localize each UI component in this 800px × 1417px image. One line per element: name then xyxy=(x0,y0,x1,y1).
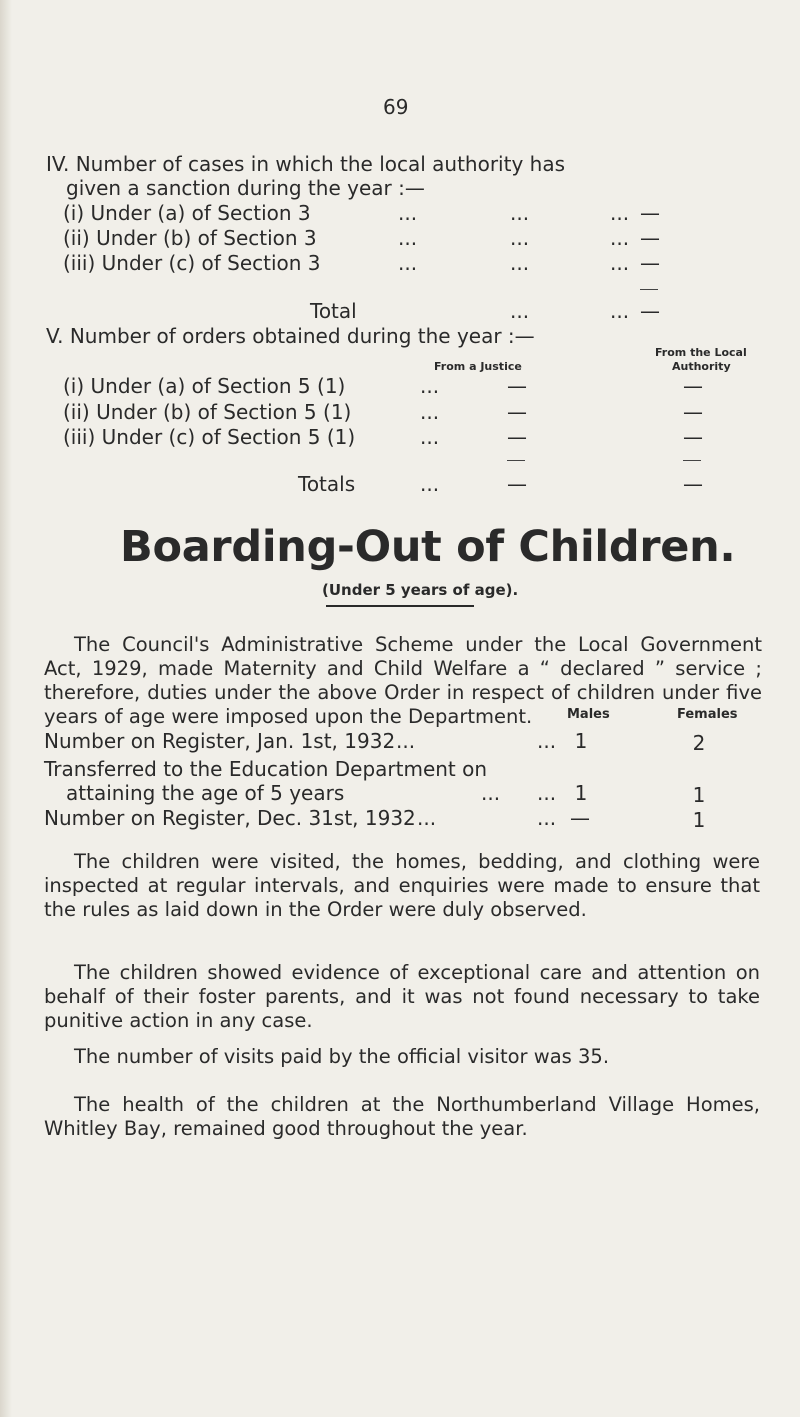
section-v-heading: V. Number of orders obtained during the year :— xyxy=(46,324,535,348)
section-v-totals-label: Totals xyxy=(298,472,356,496)
body-paragraph: The children were visited, the homes, bedding, and clothing were inspected at regular intervals, and enquiries were made to ensure that the rules as laid down in the Order were duly observed. xyxy=(44,850,760,921)
stats-males-value: — xyxy=(570,806,590,830)
subheading-underline xyxy=(326,605,474,607)
section-iv-heading: IV. Number of cases in which the local authority has xyxy=(46,152,566,176)
total-rule xyxy=(640,289,658,290)
body-paragraph: The number of visits paid by the official visitor was 35. xyxy=(74,1045,610,1068)
stats-females-value: 2 xyxy=(692,731,706,755)
dot-leader: ... xyxy=(417,806,437,830)
body-paragraph: The health of the children at the Northumberland Village Homes, Whitley Bay, remained good throughout the year. xyxy=(44,1093,760,1140)
dot-leader: ... xyxy=(398,226,418,250)
stats-row-label: Transferred to the Education Department on xyxy=(44,757,488,781)
section-iv-total-label: Total xyxy=(310,299,357,323)
intro-paragraph: The Council's Administrative Scheme under the Local Government Act, 1929, made Maternity and Child Welfare a “ declared ” service ; therefore, duties under the above Order in respect of children under five years of age were imposed upon the Department. xyxy=(44,633,762,728)
dot-leader: ... xyxy=(420,374,440,398)
section-v-authority-value: — xyxy=(683,374,703,398)
dot-leader: ... xyxy=(510,201,530,225)
section-iv-row-label: (ii) Under (b) of Section 3 xyxy=(63,226,317,250)
section-v-row-label: (ii) Under (b) of Section 5 (1) xyxy=(63,400,352,424)
dot-leader: ... xyxy=(610,299,630,323)
page-binding-shadow xyxy=(0,0,12,1417)
total-rule xyxy=(683,460,701,461)
col-head-authority-cont: Authority xyxy=(672,360,731,373)
section-v-justice-value: — xyxy=(507,400,527,424)
section-subheading: (Under 5 years of age). xyxy=(322,581,519,599)
stats-row-label-cont: attaining the age of 5 years xyxy=(66,781,345,805)
section-v-totals-justice: — xyxy=(507,472,527,496)
section-v-row-label: (iii) Under (c) of Section 5 (1) xyxy=(63,425,356,449)
dot-leader: ... xyxy=(537,781,557,805)
section-iv-row-value: — xyxy=(640,226,660,250)
section-v-totals-authority: — xyxy=(683,472,703,496)
section-v-justice-value: — xyxy=(507,374,527,398)
dot-leader: ... xyxy=(610,251,630,275)
dot-leader: ... xyxy=(610,226,630,250)
dot-leader: ... xyxy=(510,299,530,323)
dot-leader: ... xyxy=(537,806,557,830)
stats-males-value: 1 xyxy=(574,729,588,753)
dot-leader: ... xyxy=(510,251,530,275)
dot-leader: ... xyxy=(420,400,440,424)
section-v-authority-value: — xyxy=(683,400,703,424)
dot-leader: ... xyxy=(481,781,501,805)
section-iv-heading-cont: given a sanction during the year :— xyxy=(66,176,425,200)
dot-leader: ... xyxy=(537,729,557,753)
stats-females-value: 1 xyxy=(692,783,706,807)
col-head-authority: From the Local xyxy=(655,346,747,359)
col-head-justice: From a Justice xyxy=(434,360,522,373)
stats-row-label: Number on Register, Dec. 31st, 1932 xyxy=(44,806,416,830)
dot-leader: ... xyxy=(420,425,440,449)
dot-leader: ... xyxy=(398,251,418,275)
section-iv-row-value: — xyxy=(640,201,660,225)
body-paragraph: The children showed evidence of exceptional care and attention on behalf of their foster parents, and it was not found necessary to take punitive action in any case. xyxy=(44,961,760,1032)
stats-males-value: 1 xyxy=(574,781,588,805)
col-head-males: Males xyxy=(567,707,610,722)
stats-females-value: 1 xyxy=(692,808,706,832)
stats-row-label: Number on Register, Jan. 1st, 1932 xyxy=(44,729,396,753)
dot-leader: ... xyxy=(398,201,418,225)
section-iv-row-value: — xyxy=(640,251,660,275)
section-heading: Boarding-Out of Children. xyxy=(120,522,736,572)
col-head-females: Females xyxy=(677,707,738,722)
section-v-row-label: (i) Under (a) of Section 5 (1) xyxy=(63,374,346,398)
section-iv-total-value: — xyxy=(640,299,660,323)
total-rule xyxy=(507,460,525,461)
section-iv-row-label: (i) Under (a) of Section 3 xyxy=(63,201,311,225)
section-iv-row-label: (iii) Under (c) of Section 3 xyxy=(63,251,321,275)
section-v-authority-value: — xyxy=(683,425,703,449)
section-v-justice-value: — xyxy=(507,425,527,449)
dot-leader: ... xyxy=(420,472,440,496)
dot-leader: ... xyxy=(510,226,530,250)
dot-leader: ... xyxy=(396,729,416,753)
page-number: 69 xyxy=(383,95,409,119)
dot-leader: ... xyxy=(610,201,630,225)
